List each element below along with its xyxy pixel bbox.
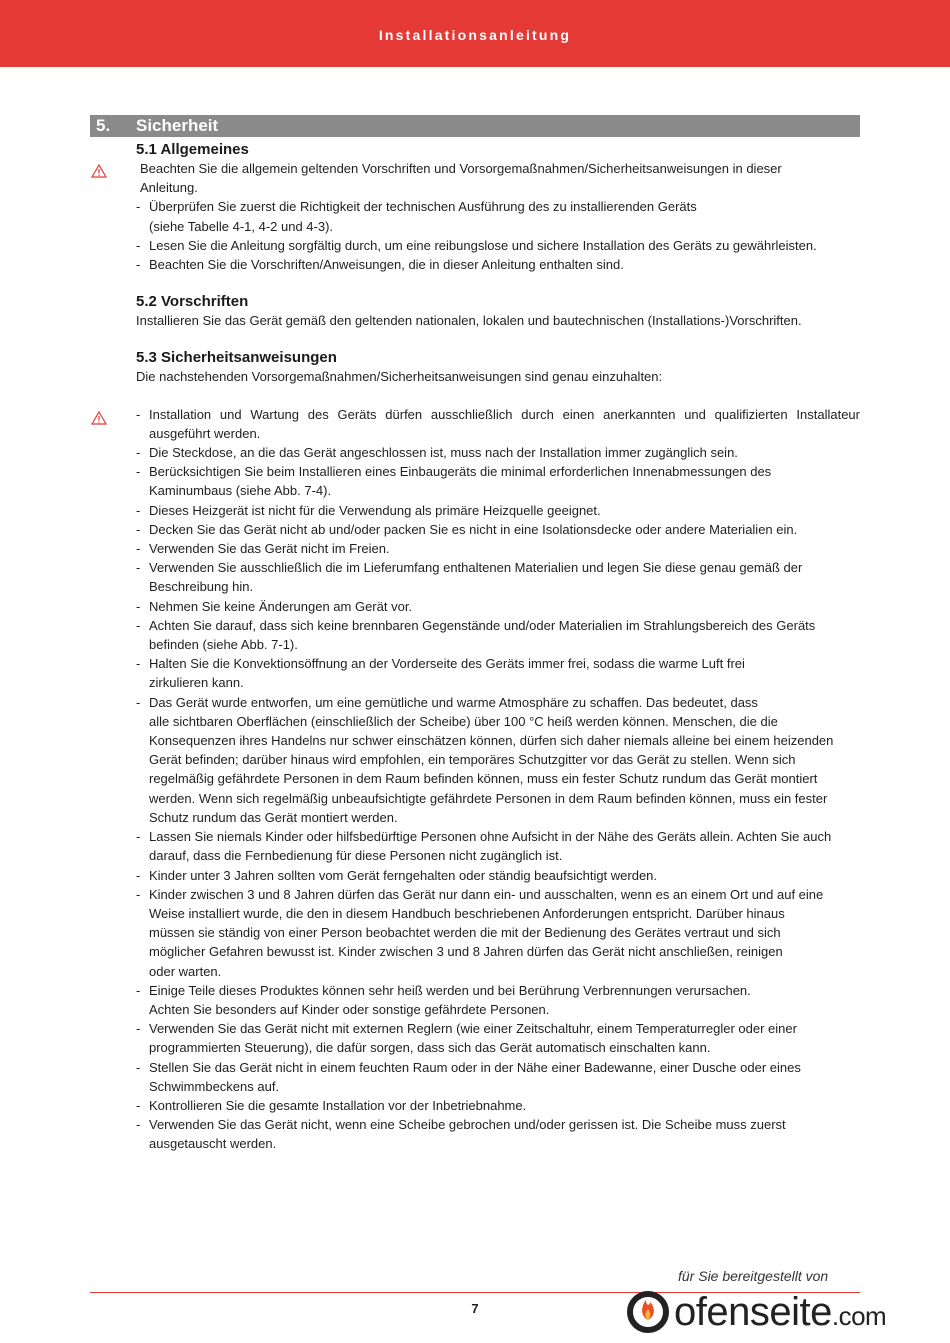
list-item [136,520,860,539]
list-item-line: oder warten. [149,963,222,979]
list-dash: - [136,1097,141,1113]
list-dash: - [136,867,141,883]
list-item-line: Die Steckdose, an die das Gerät angeschlossen ist, muss nach der Installation immer zugänglich sein. [149,445,738,461]
list-item-line: darauf, dass die Fernbedienung für diese Personen nicht zugänglich ist. [149,848,563,864]
list-item [136,539,860,558]
list-item-line: Verwenden Sie das Gerät nicht im Freien. [149,541,390,557]
subsection-heading-general: 5.1 Allgemeines [136,141,249,158]
page-header [0,0,950,67]
list-dash: - [136,617,141,633]
list-item-line: Beschreibung hin. [149,579,254,595]
list-item-line: möglicher Gefahren bewusst ist. Kinder zwischen 3 und 8 Jahren dürfen das Gerät nicht anschließen, reinigen [149,944,783,960]
safety-list [136,405,860,1154]
list-item-line: Kinder zwischen 3 und 8 Jahren dürfen das Gerät nur dann ein- und ausschalten, wenn es an einem Ort und auf eine [149,886,824,902]
list-item-line: Dieses Heizgerät ist nicht für die Verwendung als primäre Heizquelle geeignet. [149,502,601,518]
list-item [136,827,860,865]
list-item-line: Decken Sie das Gerät nicht ab und/oder packen Sie es nicht in eine Isolationsdecke oder andere Materialien ein. [149,521,798,537]
list-item-line: Konsequenzen ihres Handelns nur schwer einschätzen können, dürfen sich daher niemals alleine bei einem heizenden [149,733,834,749]
list-item-line: Das Gerät wurde entworfen, um eine gemütliche und warme Atmosphäre zu schaffen. Das bedeutet, dass [149,694,758,710]
list-item-line: alle sichtbaren Oberflächen (einschließlich der Scheibe) über 100 °C heiß werden können. Menschen, die die [149,713,778,729]
regulations-text: Installieren Sie das Gerät gemäß den geltenden nationalen, lokalen und bautechnischen (Installations-)Vorschriften. [136,313,802,329]
list-dash: - [136,886,141,902]
list-item-line: Verwenden Sie ausschließlich die im Lieferumfang enthaltenen Materialien und legen Sie diese genau gemäß der [149,560,803,576]
list-item-line: (siehe Tabelle 4-1, 4-2 und 4-3). [149,218,334,234]
list-item-line: ausgetauscht werden. [149,1136,277,1152]
list-dash: - [136,656,141,672]
list-item [136,1019,860,1057]
list-item-line: Achten Sie besonders auf Kinder oder sonstige gefährdete Personen. [149,1001,550,1017]
list-item [136,558,860,596]
list-item-line: befinden (siehe Abb. 7-1). [149,637,298,653]
list-dash: - [136,1059,141,1075]
list-item-line: zirkulieren kann. [149,675,244,691]
header-title: Installationsanleitung [378,27,572,43]
list-item [136,654,860,692]
list-dash: - [136,464,141,480]
list-dash: - [136,237,141,253]
list-dash: - [136,502,141,518]
list-dash: - [136,829,141,845]
list-item-line: Weise installiert wurde, die den in diesem Handbuch beschriebenen Anforderungen entspricht. Darüber hinaus [149,905,785,921]
list-dash: - [136,199,141,215]
list-item-line: Berücksichtigen Sie beim Installieren eines Einbaugeräts die minimal erforderlichen Innenabmessungen des [149,464,772,480]
list-item [136,616,860,654]
list-item [136,885,860,981]
list-item [136,255,860,274]
list-item [136,462,860,500]
list-item-line: Nehmen Sie keine Änderungen am Gerät vor. [149,598,413,614]
provided-by-text: für Sie bereitgestellt von [678,1268,829,1284]
list-item-line: Verwenden Sie das Gerät nicht, wenn eine Scheibe gebrochen und/oder gerissen ist. Die Scheibe muss zuerst [149,1117,786,1133]
list-item [136,1096,860,1115]
list-item [136,405,860,443]
list-item-line: regelmäßig gefährdete Personen in dem Raum befinden können, muss ein fester Schutz rundum das Gerät montiert [149,771,818,787]
list-item [136,197,860,235]
list-item-line: Beachten Sie die Vorschriften/Anweisungen, die in dieser Anleitung enthalten sind. [149,257,624,273]
list-item-line: Kaminumbaus (siehe Abb. 7-4). [149,483,332,499]
logo-wordmark: ofenseite.com [674,1290,887,1334]
list-item-line: Gerät befinden; darüber hinaus wird empfohlen, ein temporäres Schutzgitter vor das Gerät zu stellen. Wenn sich [149,752,796,768]
list-item [136,501,860,520]
list-item [136,443,860,462]
list-dash: - [136,598,141,614]
list-dash: - [136,982,141,998]
list-item-line: müssen sie ständig von einer Person beobachtet werden die mit der Bedienung des Gerätes vertraut und sich [149,925,781,941]
list-dash: - [136,694,141,710]
list-item-line: Lassen Sie niemals Kinder oder hilfsbedürftige Personen ohne Aufsicht in der Nähe des Geräts allein. Achten Sie auch [149,829,832,845]
list-item-line: Kontrollieren Sie die gesamte Installation vor der Inbetriebnahme. [149,1097,527,1113]
list-item [136,597,860,616]
list-item-line: Achten Sie darauf, dass sich keine brennbaren Gegenstände und/oder Materialien im Strahlungsbereich des Geräts [149,617,816,633]
list-dash: - [136,560,141,576]
list-item-line: Installation und Wartung des Geräts dürfen ausschließlich durch einen anerkannten und qualifizierten Installateur [149,406,860,422]
list-item-line: Verwenden Sie das Gerät nicht mit externen Reglern (wie einer Zeitschaltuhr, einem Temperaturregler oder einer [149,1021,797,1037]
list-item-line: Schwimmbeckens auf. [149,1078,280,1094]
list-item [136,866,860,885]
list-item-line: programmierten Steuerung), die dafür sorgen, dass sich das Gerät automatisch einschalten kann. [149,1040,711,1056]
list-item-line: Halten Sie die Konvektionsöffnung an der Vorderseite des Geräts immer frei, sodass die warme Luft frei [149,656,745,672]
section-header [90,115,860,137]
list-item-line: Einige Teile dieses Produktes können sehr heiß werden und bei Berührung Verbrennungen verursachen. [149,982,751,998]
subsection-heading-regulations: 5.2 Vorschriften [136,293,249,311]
list-item [136,981,860,1019]
list-dash: - [136,1117,141,1133]
general-list [136,197,860,274]
list-item-line: Stellen Sie das Gerät nicht in einem feuchten Raum oder in der Nähe einer Badewanne, einer Dusche oder eines [149,1059,801,1075]
list-dash: - [136,445,141,461]
list-item-line: Lesen Sie die Anleitung sorgfältig durch, um eine reibungslose und sichere Installation des Geräts zu gewährleisten. [149,237,817,253]
list-item-line: Schutz rundum das Gerät montiert werden. [149,809,398,825]
general-warning-text: Beachten Sie die allgemein geltenden Vorschriften und Vorsorgemaßnahmen/Sicherheitsanweisungen in dieser Anleitung. [140,161,782,196]
page-number: 7 [471,1301,479,1316]
section-title: Sicherheit [136,116,219,135]
section-number: 5. [96,116,111,135]
list-dash: - [136,257,141,273]
page-content [90,115,860,1154]
list-item [136,693,860,827]
subsection-heading-safety: 5.3 Sicherheitsanweisungen [136,349,337,367]
list-dash: - [136,521,141,537]
list-item [136,1058,860,1096]
list-item-line: werden. Wenn sich regelmäßig unbeaufsichtigte gefährdete Personen in dem Raum befinden können, muss ein fester [149,790,828,806]
list-item-line: Überprüfen Sie zuerst die Richtigkeit der technischen Ausführung des zu installierenden Geräts [149,199,697,215]
list-item-line: Kinder unter 3 Jahren sollten vom Gerät ferngehalten oder ständig beaufsichtigt werden. [149,867,658,883]
list-item [136,1115,860,1153]
list-dash: - [136,1021,141,1037]
list-dash: - [136,541,141,557]
safety-intro: Die nachstehenden Vorsorgemaßnahmen/Sicherheitsanweisungen sind genau einzuhalten: [136,369,663,385]
list-item [136,236,860,255]
list-dash: - [136,406,141,422]
list-item-line: ausgeführt werden. [149,425,261,441]
